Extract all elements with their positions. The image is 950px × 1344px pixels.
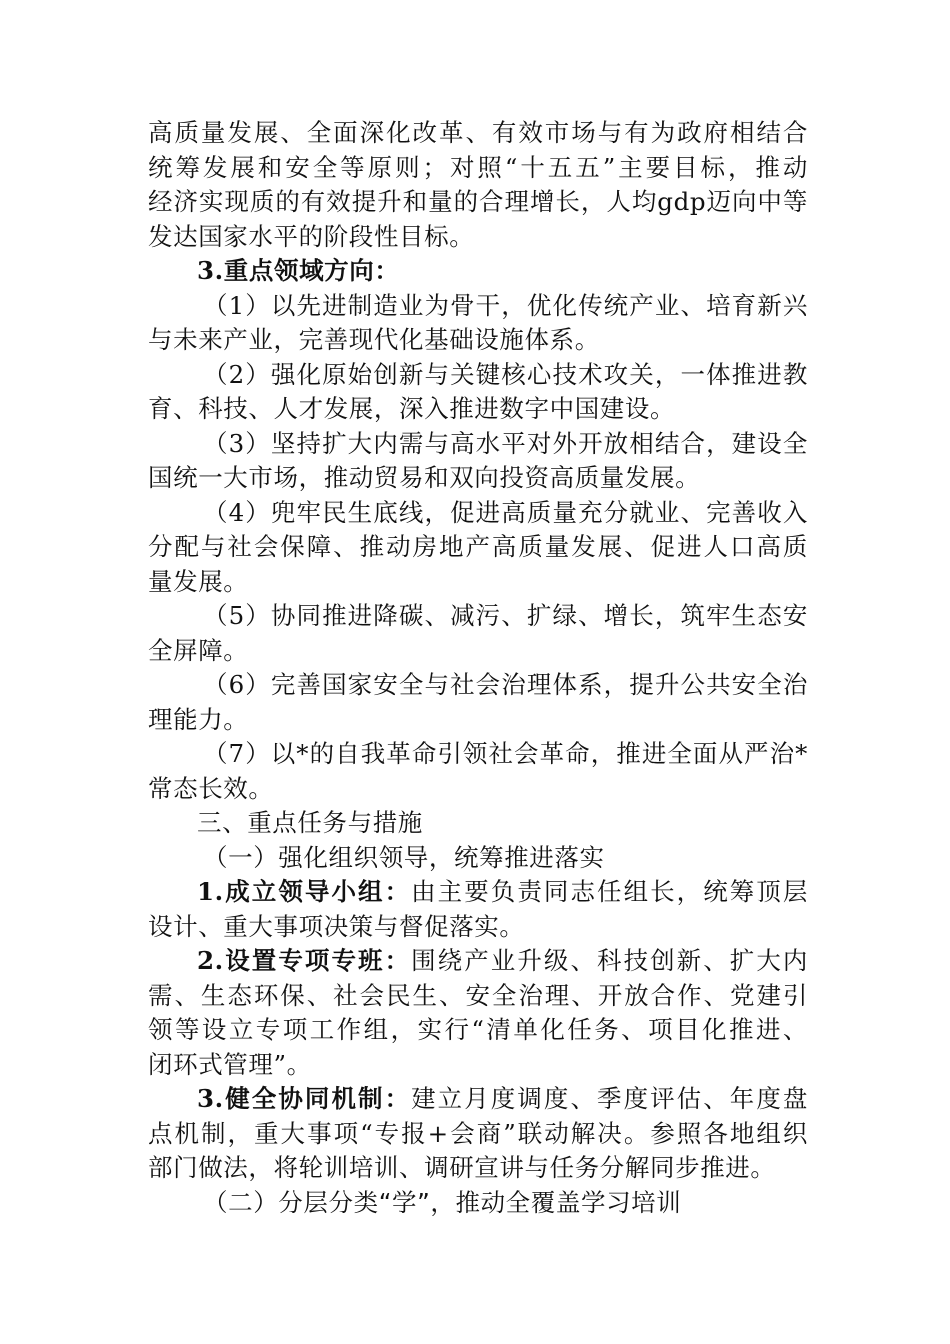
task-item-3-cont: 点机制，重大事项“专报+会商”联动解决。参照各地组织 [148, 1118, 808, 1148]
paragraph-line: 发达国家水平的阶段性目标。 [148, 221, 475, 251]
document-page [148, 116, 808, 1220]
list-item-1: （1）以先进制造业为骨干，优化传统产业、培育新兴 [203, 290, 808, 320]
task-item-3-cont: 部门做法，将轮训培训、调研宣讲与任务分解同步推进。 [148, 1153, 776, 1182]
paragraph-line: 统筹发展和安全等原则；对照“十五五”主要目标，推动 [148, 152, 808, 182]
task-item-1 [148, 875, 808, 910]
list-item-1-cont: 与未来产业，完善现代化基础设施体系。 [148, 325, 600, 354]
chapter-heading-tasks: 三、重点任务与措施 [197, 808, 423, 837]
list-item-5: （5）协同推进降碳、减污、扩绿、增长，筑牢生态安 [203, 601, 808, 630]
task-item-2-label: 2.设置专项专班： [197, 946, 412, 975]
list-item-5-cont: 全屏障。 [148, 635, 249, 665]
paragraph-line: 高质量发展、全面深化改革、有效市场与有为政府相结合 [148, 118, 808, 147]
list-item-7: （7）以*的自我革命引领社会革命，推进全面从严治* [203, 739, 808, 768]
subsection-heading-2: （二）分层分类“学”，推动全覆盖学习培训 [203, 1187, 682, 1217]
task-item-2-text: 围绕产业升级、科技创新、扩大内 [411, 946, 808, 975]
subsection-heading-1: （一）强化组织领导，统筹推进落实 [203, 842, 605, 872]
task-item-3 [148, 1082, 808, 1117]
task-item-1-cont: 设计、重大事项决策与督促落实。 [148, 911, 525, 941]
task-item-3-text: 建立月度调度、季度评估、年度盘 [411, 1084, 808, 1113]
task-item-1-text: 由主要负责同志任组长，统筹顶层 [411, 877, 808, 906]
list-item-7-cont: 常态长效。 [148, 773, 274, 803]
task-item-3-label: 3.健全协同机制： [197, 1084, 412, 1113]
paragraph-line: 经济实现质的有效提升和量的合理增长，人均gdp迈向中等 [148, 187, 808, 216]
task-item-2-cont: 领等设立专项工作组，实行“清单化任务、项目化推进、 [148, 1015, 808, 1044]
task-item-2-cont: 需、生态环保、社会民生、安全治理、开放合作、党建引 [148, 980, 808, 1010]
list-item-2-cont: 育、科技、人才发展，深入推进数字中国建设。 [148, 394, 676, 423]
task-item-2 [148, 944, 808, 979]
task-item-2-cont: 闭环式管理”。 [148, 1049, 312, 1079]
list-item-2: （2）强化原始创新与关键核心技术攻关，一体推进教 [203, 359, 808, 389]
list-item-3-cont: 国统一大市场，推动贸易和双向投资高质量发展。 [148, 463, 701, 492]
list-item-4-cont: 量发展。 [148, 566, 249, 596]
section-heading-focus-areas: 3.重点领域方向： [197, 256, 400, 285]
list-item-6-cont: 理能力。 [148, 704, 249, 734]
list-item-3: （3）坚持扩大内需与高水平对外开放相结合，建设全 [203, 428, 808, 458]
list-item-6: （6）完善国家安全与社会治理体系，提升公共安全治 [203, 670, 808, 699]
list-item-4-cont: 分配与社会保障、推动房地产高质量发展、促进人口高质 [148, 532, 808, 561]
task-item-1-label: 1.成立领导小组： [197, 877, 412, 906]
list-item-4: （4）兜牢民生底线，促进高质量充分就业、完善收入 [203, 497, 808, 527]
